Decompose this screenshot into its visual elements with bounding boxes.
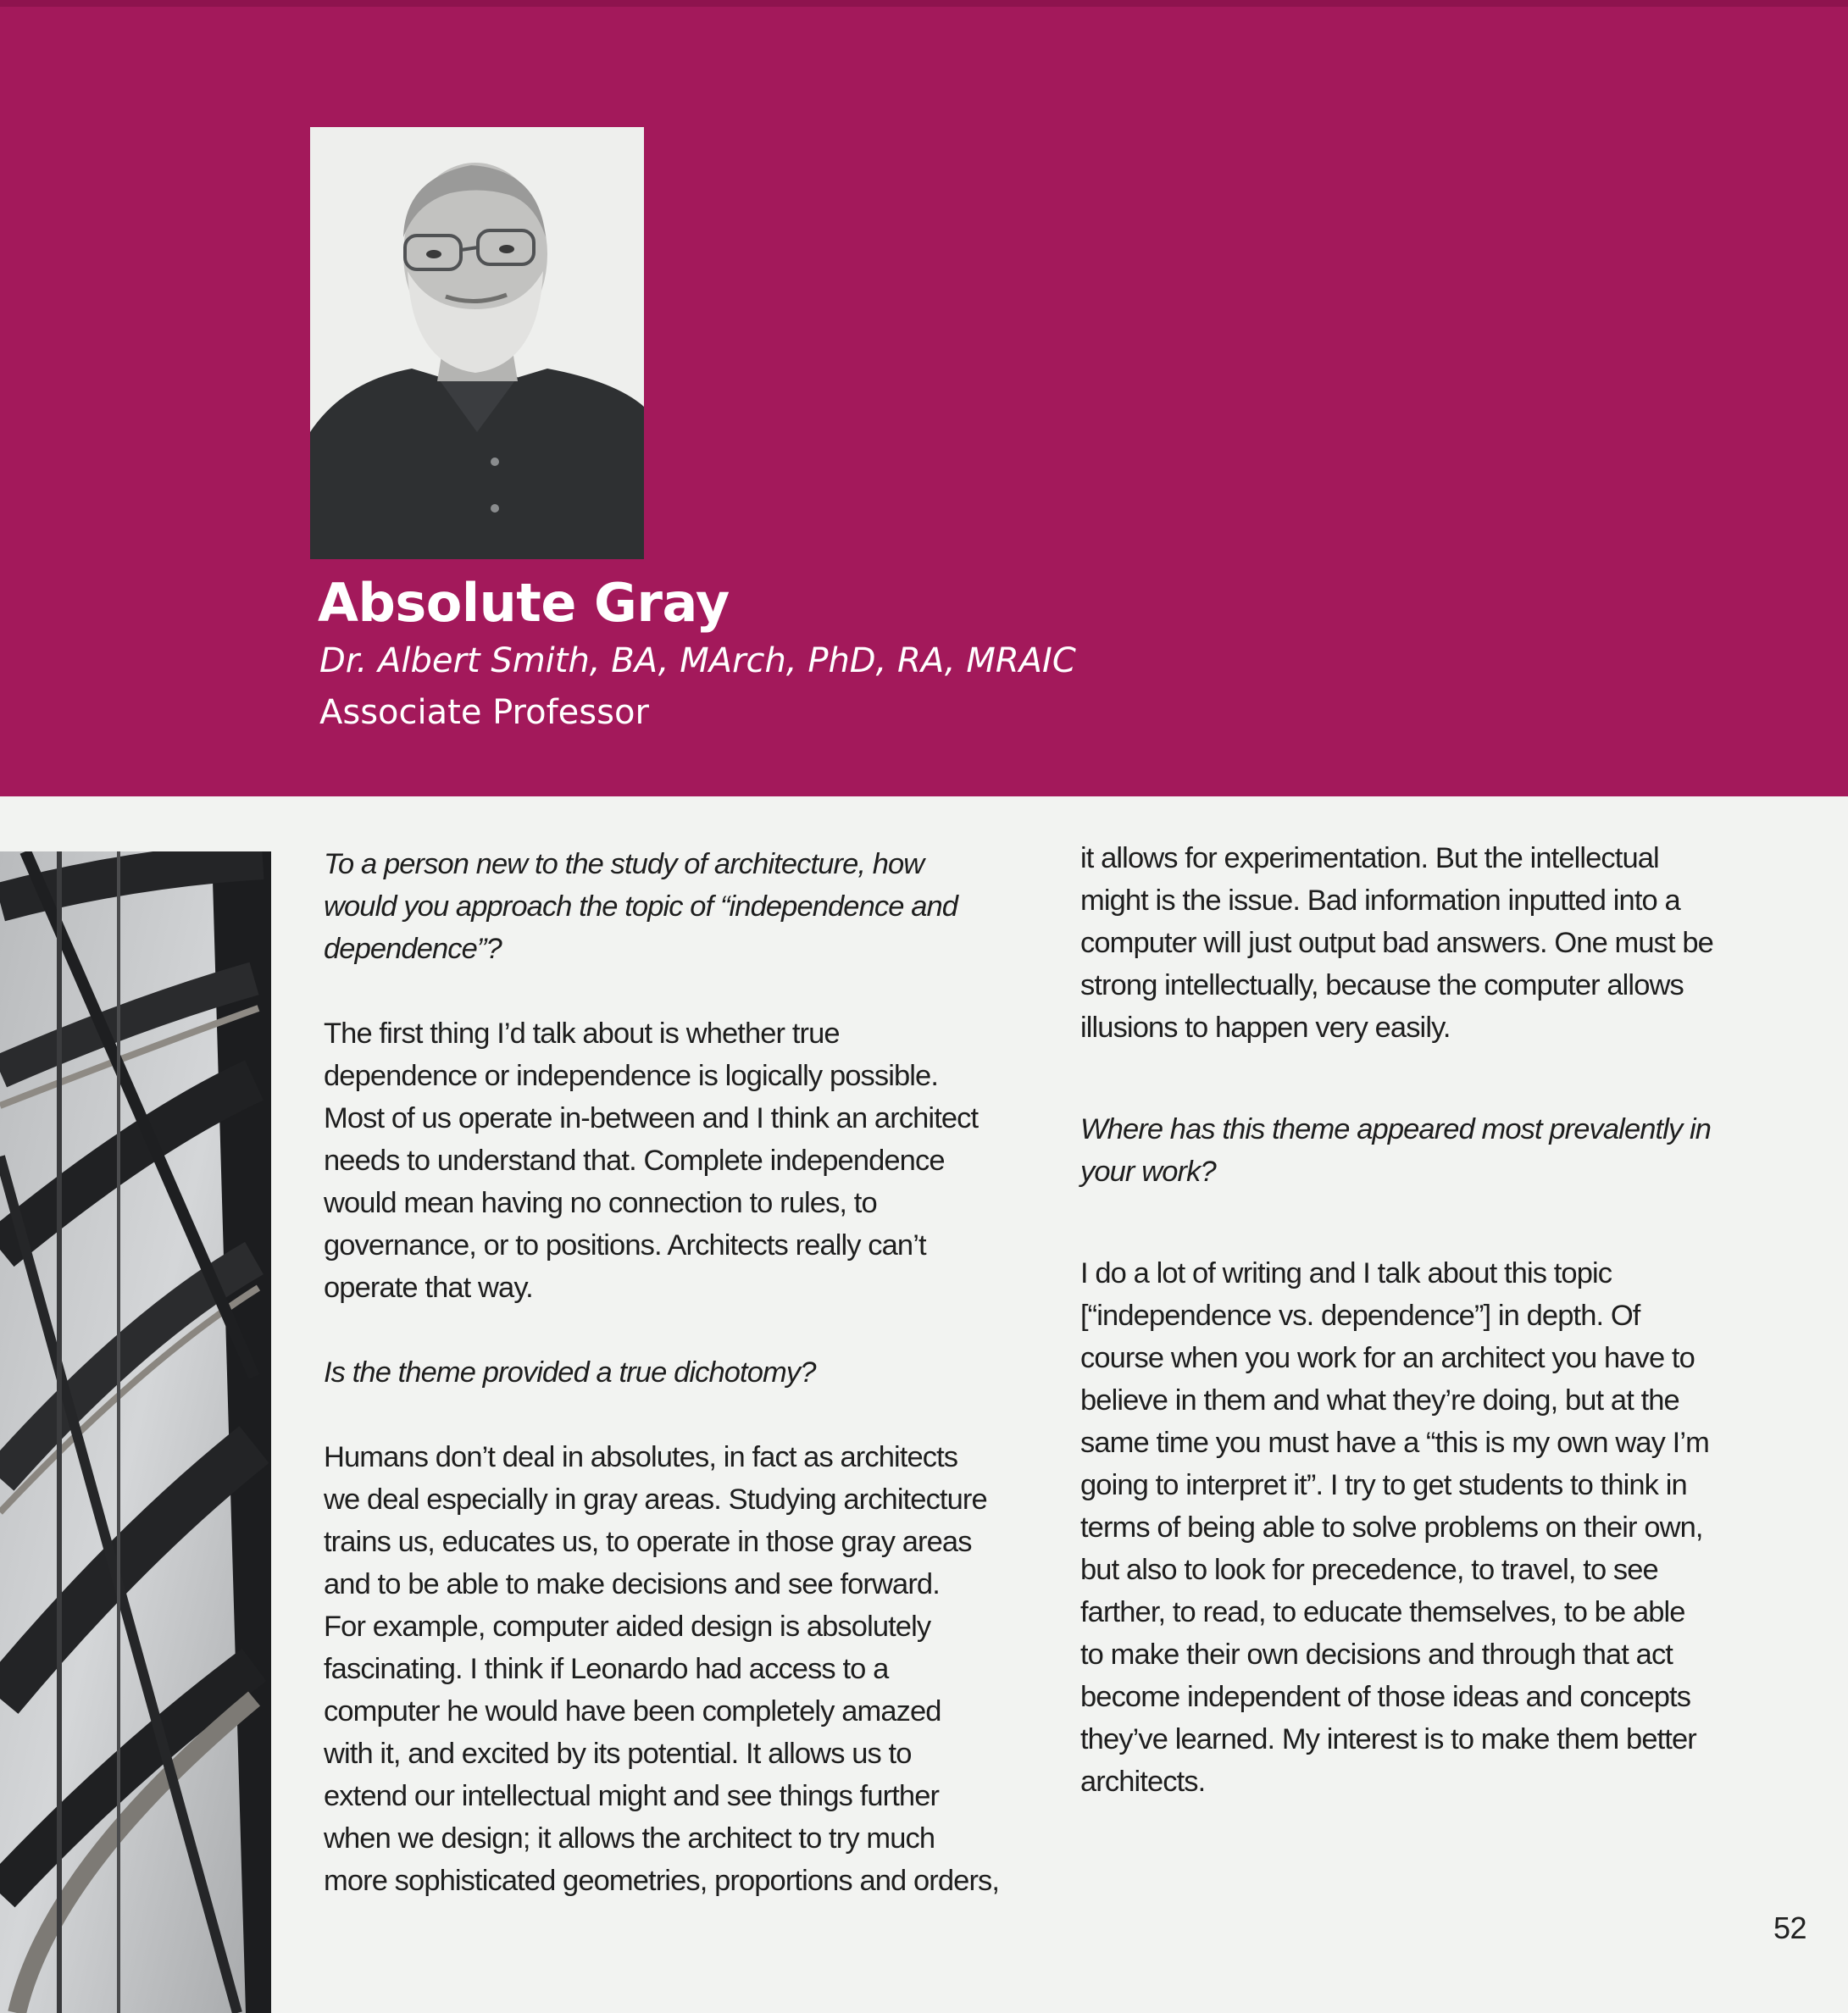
answer-2-continued: it allows for experimentation. But the intellectual might is the issue. Bad information inputted into a computer will just output bad answers. One must be strong intellectually, because the computer allows illusions to happen very easily. (1080, 842, 1713, 1044)
header-band (0, 0, 1848, 796)
left-column (324, 843, 1069, 1902)
right-column (1080, 837, 1758, 1803)
author-name: Dr. Albert Smith, BA, MArch, PhD, RA, MRAIC (319, 641, 1076, 680)
page-title: Absolute Gray (318, 572, 730, 634)
author-role: Associate Professor (319, 693, 649, 732)
question-1: To a person new to the study of architecture, how would you approach the topic of “independence and dependence”? (324, 848, 958, 965)
answer-3: I do a lot of writing and I talk about this topic [“independence vs. dependence”] in depth. Of course when you work for an architect you have to believe in them and what they’re doing, but at the same time you must have a “this is my own way I’m going to interpret it”. I try to get students to think in terms of being able to solve problems on their own, but also to look for precedence, to travel, to see farther, to read, to educate themselves, to be able to make their own decisions and through that act become independent of those ideas and concepts they’ve learned. My interest is to make them better architects. (1080, 1257, 1709, 1798)
page-number: 52 (1773, 1910, 1807, 1945)
question-3: Where has this theme appeared most prevalently in your work? (1080, 1113, 1712, 1188)
answer-1: The first thing I’d talk about is whether true dependence or independence is logically possible. Most of us operate in-between and I think an architect needs to understand that. Complete independence would mean having no connection to rules, to governance, or to positions. Architects really can’t operate that way. (324, 1018, 979, 1304)
portrait-photo (310, 127, 644, 559)
answer-2: Humans don’t deal in absolutes, in fact as architects we deal especially in gray areas. Studying architecture trains us, educates us, to operate in those gray areas and to be able to make decisions and see forward. For example, computer aided design is absolutely fascinating. I think if Leonardo had access to a computer he would have been completely amazed with it, and excited by its potential. It allows us to extend our intellectual might and see things further when we design; it allows the architect to try much more sophisticated geometries, proportions and orders, (324, 1441, 1000, 1897)
architecture-photo (0, 851, 271, 2013)
question-2: Is the theme provided a true dichotomy? (324, 1356, 816, 1389)
